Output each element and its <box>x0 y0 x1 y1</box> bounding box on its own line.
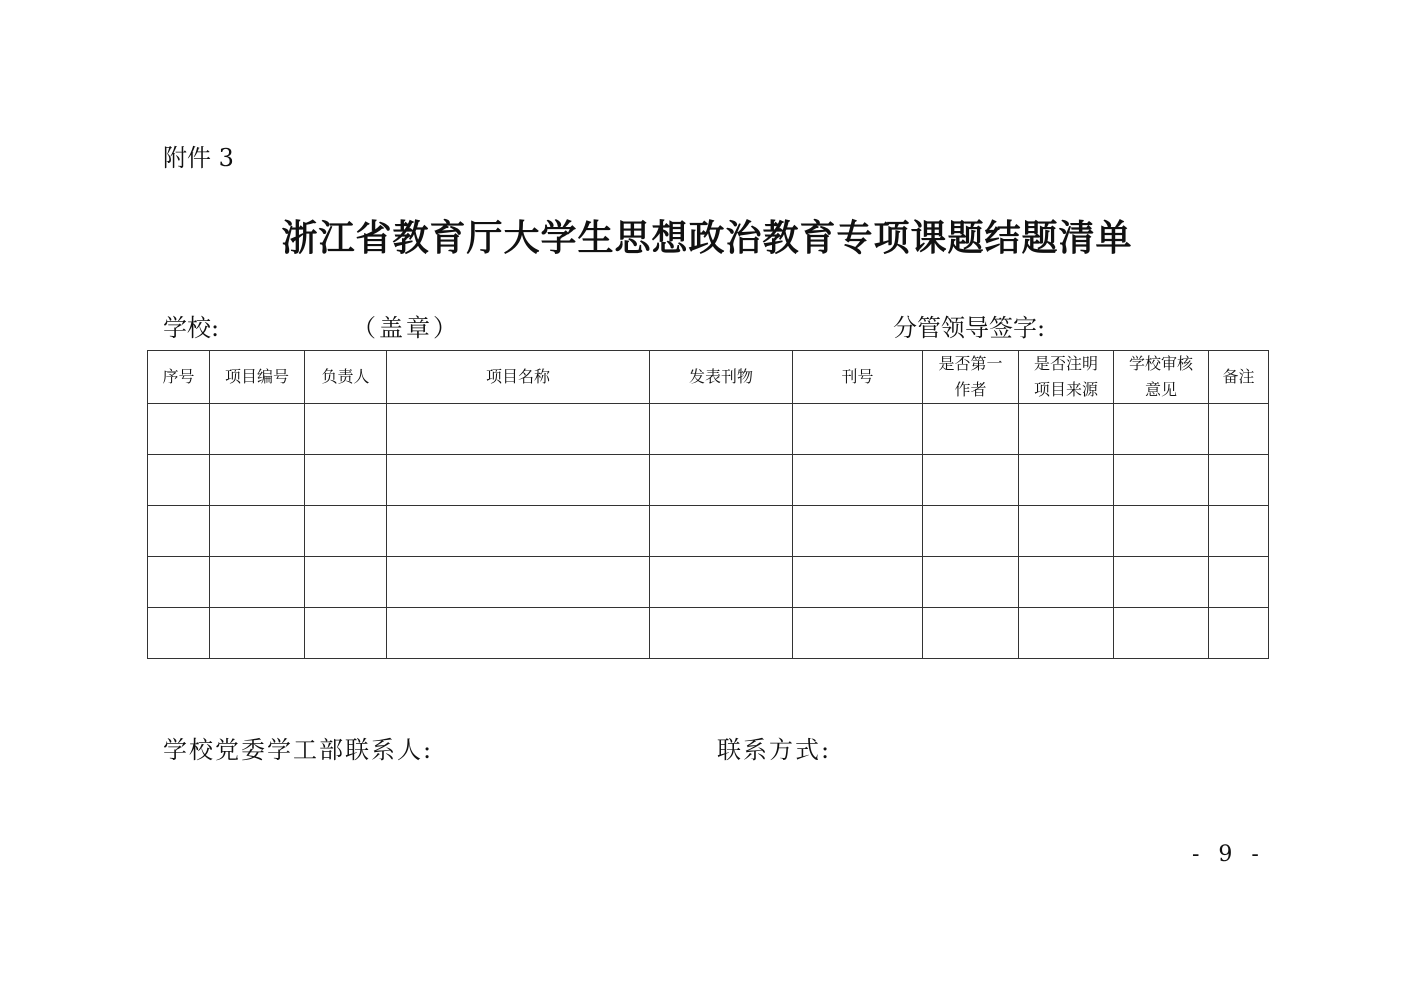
table-cell[interactable] <box>793 506 923 557</box>
table-cell[interactable] <box>793 404 923 455</box>
table-cell[interactable] <box>305 557 387 608</box>
table-cell[interactable] <box>210 506 305 557</box>
table-cell[interactable] <box>1019 455 1114 506</box>
table-cell[interactable] <box>387 557 650 608</box>
header-text-line2: 项目来源 <box>1033 380 1098 399</box>
attachment-label: 附件 3 <box>163 144 234 172</box>
table-cell[interactable] <box>650 557 793 608</box>
col-header-serial <box>148 351 210 404</box>
table-cell[interactable] <box>1019 608 1114 659</box>
header-text: 项目名称 <box>485 367 550 386</box>
table-header-row <box>148 351 1269 404</box>
table-cell[interactable] <box>305 608 387 659</box>
table-cell[interactable] <box>650 455 793 506</box>
col-header-project-name <box>387 351 650 404</box>
table-cell[interactable] <box>1114 455 1209 506</box>
col-header-school-review <box>1114 351 1209 404</box>
table-cell[interactable] <box>305 506 387 557</box>
header-text: 备注 <box>1222 367 1255 386</box>
table-row <box>148 608 1269 659</box>
table-cell[interactable] <box>1209 404 1269 455</box>
table-cell[interactable] <box>387 455 650 506</box>
table-cell[interactable] <box>387 506 650 557</box>
table-cell[interactable] <box>1019 506 1114 557</box>
table-body <box>148 404 1269 659</box>
table-cell[interactable] <box>1209 557 1269 608</box>
header-text-line1: 是否注明 <box>1033 354 1098 373</box>
col-header-issue-number <box>793 351 923 404</box>
table-cell[interactable] <box>1209 608 1269 659</box>
table-cell[interactable] <box>923 608 1019 659</box>
leader-signature-label: 分管领导签字: <box>893 314 1046 342</box>
table-cell[interactable] <box>1019 404 1114 455</box>
col-header-remarks <box>1209 351 1269 404</box>
table-cell[interactable] <box>210 455 305 506</box>
table-cell[interactable] <box>148 455 210 506</box>
table-row <box>148 557 1269 608</box>
table-cell[interactable] <box>1209 506 1269 557</box>
table-cell[interactable] <box>305 455 387 506</box>
table-cell[interactable] <box>650 506 793 557</box>
header-text: 刊号 <box>841 367 874 386</box>
table-cell[interactable] <box>1114 608 1209 659</box>
table-cell[interactable] <box>210 557 305 608</box>
table-cell[interactable] <box>923 557 1019 608</box>
table-row <box>148 506 1269 557</box>
table-row <box>148 455 1269 506</box>
header-text-line2: 作者 <box>954 380 987 399</box>
header-text: 项目编号 <box>224 367 289 386</box>
header-text-line1: 学校审核 <box>1128 354 1193 373</box>
table-cell[interactable] <box>1114 506 1209 557</box>
contact-person-label: 学校党委学工部联系人: <box>163 736 434 764</box>
table-cell[interactable] <box>923 404 1019 455</box>
col-header-project-number <box>210 351 305 404</box>
col-header-first-author <box>923 351 1019 404</box>
table-cell[interactable] <box>793 608 923 659</box>
contact-method-label: 联系方式: <box>717 736 832 764</box>
table-cell[interactable] <box>387 608 650 659</box>
table-cell[interactable] <box>1209 455 1269 506</box>
document-title: 浙江省教育厅大学生思想政治教育专项课题结题清单 <box>281 217 1133 259</box>
table-cell[interactable] <box>650 608 793 659</box>
table-cell[interactable] <box>210 608 305 659</box>
table-cell[interactable] <box>650 404 793 455</box>
table-cell[interactable] <box>1114 557 1209 608</box>
table-cell[interactable] <box>148 557 210 608</box>
table-cell[interactable] <box>793 455 923 506</box>
table-cell[interactable] <box>923 506 1019 557</box>
table-cell[interactable] <box>1114 404 1209 455</box>
page-number: - 9 - <box>1192 842 1265 867</box>
col-header-leader <box>305 351 387 404</box>
table-cell[interactable] <box>305 404 387 455</box>
table-cell[interactable] <box>793 557 923 608</box>
header-text: 发表刊物 <box>688 367 753 386</box>
project-list-table <box>147 350 1269 659</box>
header-text-line2: 意见 <box>1144 380 1177 399</box>
col-header-project-source <box>1019 351 1114 404</box>
table-cell[interactable] <box>1019 557 1114 608</box>
table-cell[interactable] <box>148 608 210 659</box>
header-text: 序号 <box>162 367 195 386</box>
table-cell[interactable] <box>148 404 210 455</box>
school-label: 学校: <box>163 314 220 342</box>
seal-label: （盖章） <box>352 314 460 342</box>
table-cell[interactable] <box>387 404 650 455</box>
header-text: 负责人 <box>321 367 370 386</box>
table-cell[interactable] <box>210 404 305 455</box>
col-header-journal <box>650 351 793 404</box>
table-cell[interactable] <box>148 506 210 557</box>
header-text-line1: 是否第一 <box>938 354 1003 373</box>
table-cell[interactable] <box>923 455 1019 506</box>
table-row <box>148 404 1269 455</box>
